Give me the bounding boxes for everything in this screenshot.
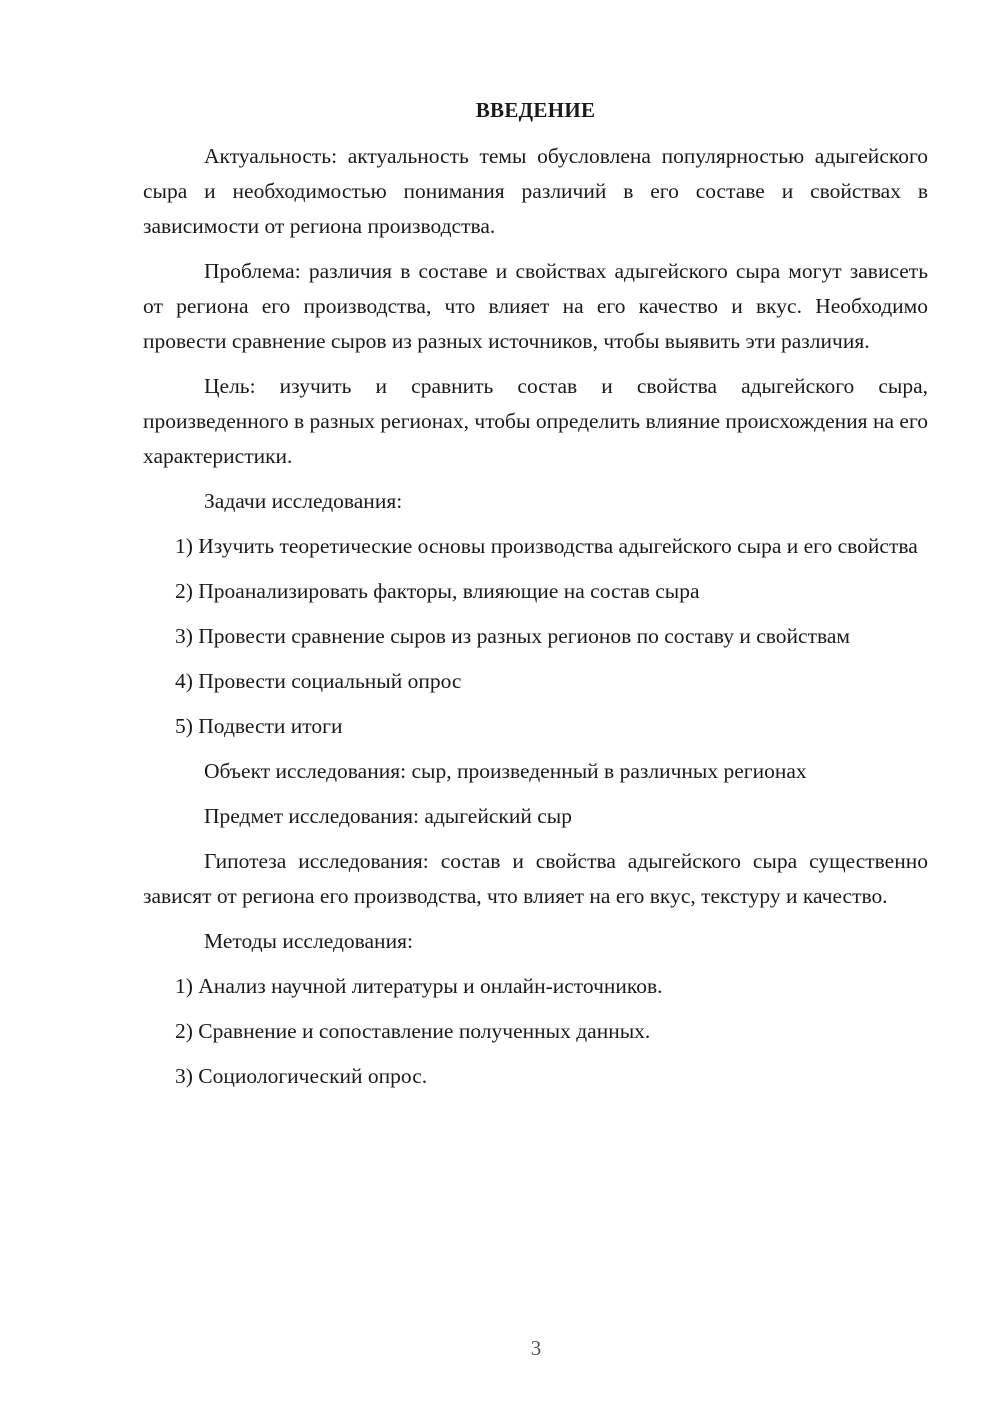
research-hypothesis: Гипотеза исследования: состав и свойства адыгейского сыра существенно зависят от региона его производства, что влияет на его вкус, текстуру и качество. bbox=[143, 849, 928, 908]
research-subject: Предмет исследования: адыгейский сыр bbox=[204, 804, 572, 828]
methods-heading: Методы исследования: bbox=[204, 929, 413, 953]
relevance-paragraph: Актуальность: актуальность темы обусловлена популярностью адыгейского сыра и необходимостью понимания различий в его составе и свойствах в зависимости от региона производства. bbox=[143, 144, 928, 238]
task-item-5: 5) Подвести итоги bbox=[175, 714, 343, 738]
task-item-1: 1) Изучить теоретические основы производства адыгейского сыра и его свойства bbox=[175, 534, 918, 558]
task-item-3: 3) Провести сравнение сыров из разных регионов по составу и свойствам bbox=[175, 624, 850, 648]
task-item-4: 4) Провести социальный опрос bbox=[175, 669, 462, 693]
method-item-1: 1) Анализ научной литературы и онлайн-источников. bbox=[175, 974, 663, 998]
task-item-2: 2) Проанализировать факторы, влияющие на состав сыра bbox=[175, 579, 700, 603]
section-title: ВВЕДЕНИЕ bbox=[475, 98, 596, 122]
method-item-3: 3) Социологический опрос. bbox=[175, 1064, 428, 1088]
research-object: Объект исследования: сыр, произведенный в различных регионах bbox=[204, 759, 807, 783]
problem-paragraph: Проблема: различия в составе и свойствах адыгейского сыра могут зависеть от региона его производства, что влияет на его качество и вкус. Необходимо провести сравнение сыров из разных источников, чтобы выявить эти различия. bbox=[143, 259, 928, 353]
goal-paragraph: Цель: изучить и сравнить состав и свойства адыгейского сыра, произведенного в разных регионах, чтобы определить влияние происхождения на его характеристики. bbox=[143, 374, 928, 468]
page-content bbox=[143, 95, 928, 1104]
tasks-heading: Задачи исследования: bbox=[204, 489, 403, 513]
method-item-2: 2) Сравнение и сопоставление полученных данных. bbox=[175, 1019, 651, 1043]
page-number: 3 bbox=[530, 1336, 542, 1360]
